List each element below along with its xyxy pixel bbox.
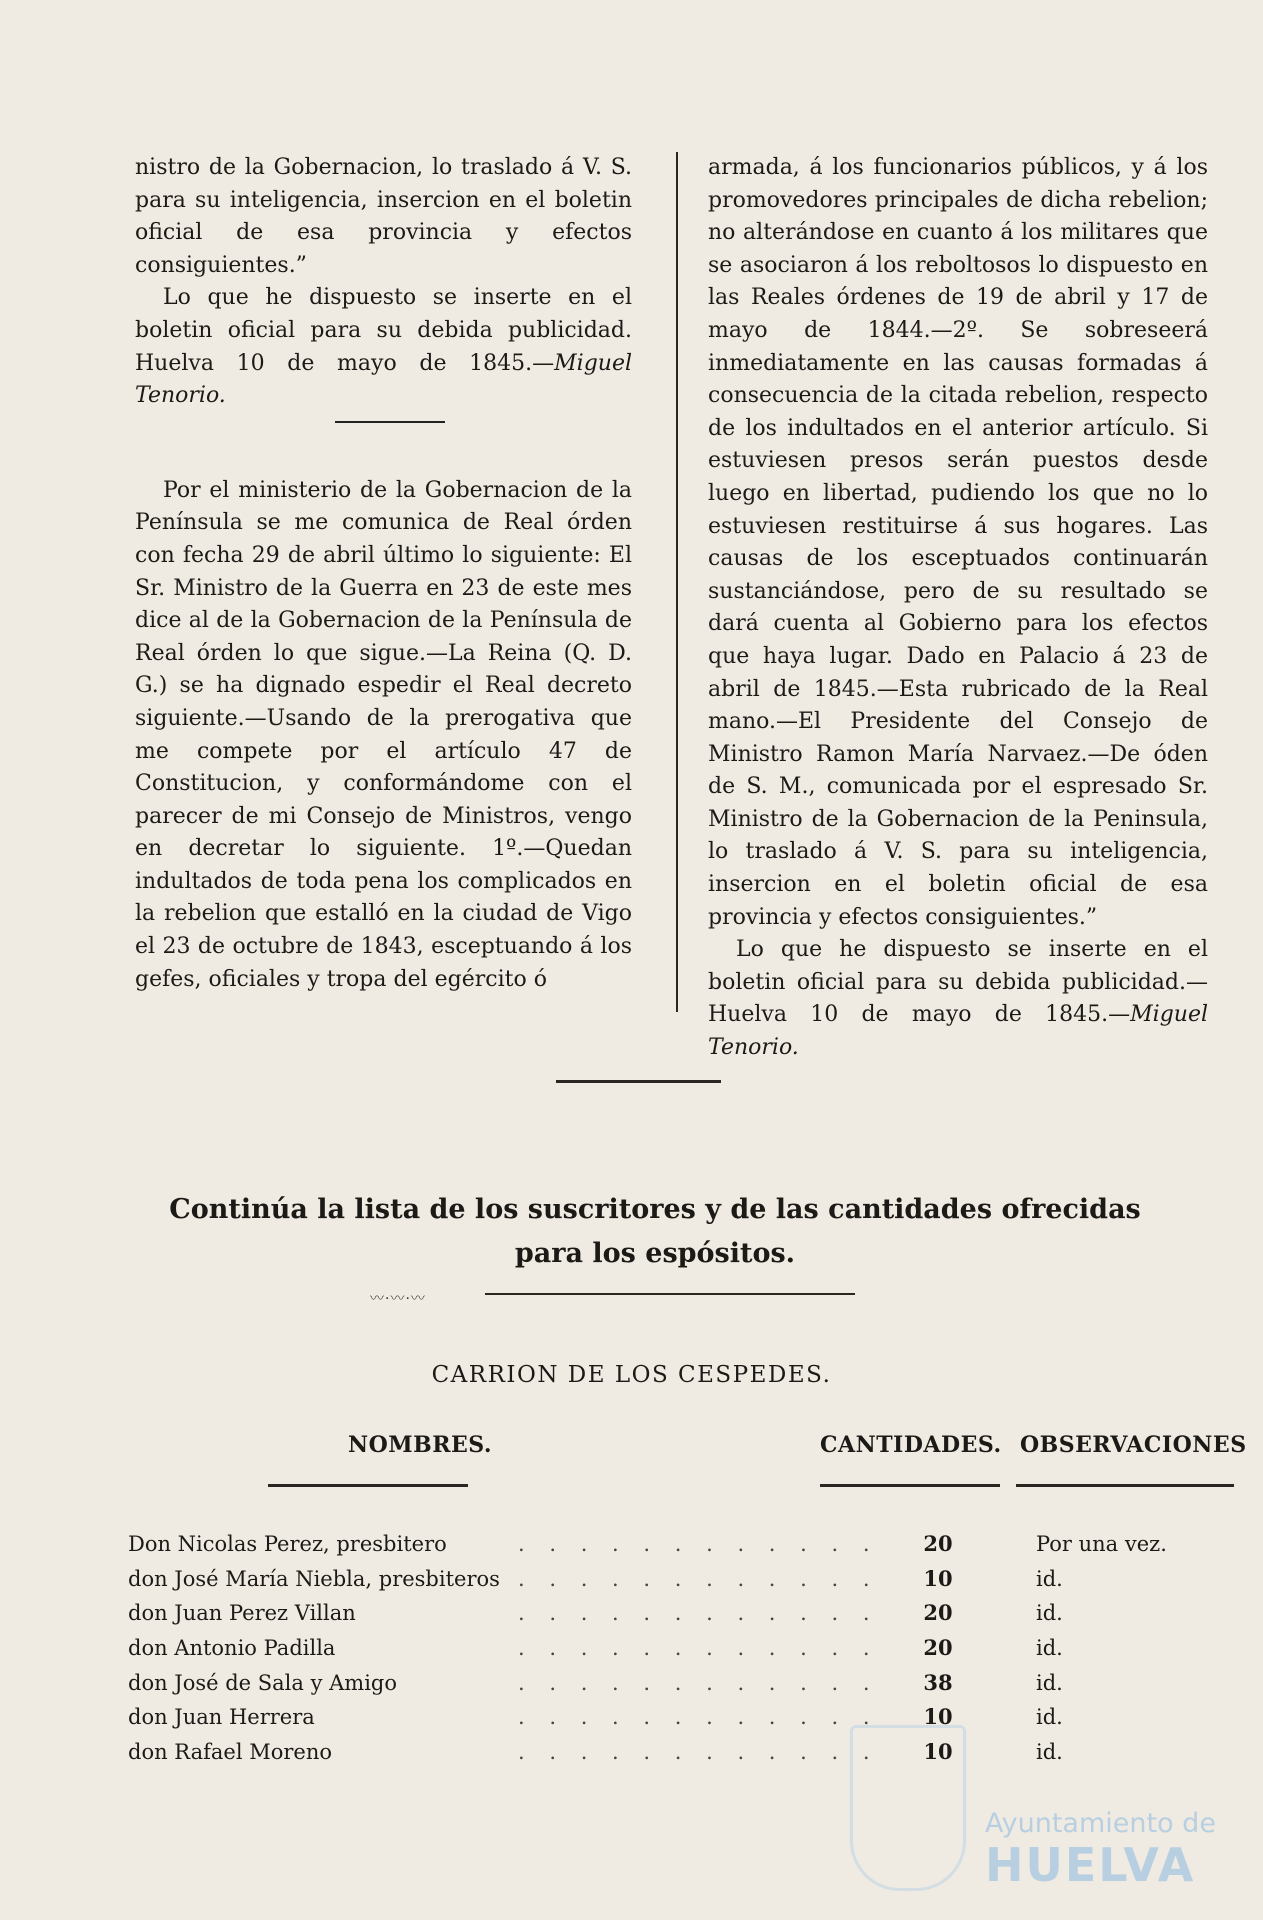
subscriber-observation: id.: [1036, 1705, 1063, 1730]
right-text-column: [708, 152, 1208, 1065]
subscriber-observation: id.: [1036, 1601, 1063, 1626]
subscriber-quantity: 20: [923, 1635, 953, 1661]
subscriber-name: don José María Niebla, presbiteros: [128, 1566, 500, 1591]
right-signature: Miguel Tenorio.: [708, 1002, 1208, 1061]
subscriber-observation: id.: [1036, 1670, 1063, 1695]
subscriber-observation: id.: [1036, 1740, 1063, 1765]
observations-header-rule: [1016, 1484, 1234, 1487]
subscriber-quantity: 20: [923, 1531, 953, 1556]
subscriber-quantity: 10: [923, 1739, 953, 1765]
leader-dots: . . . . . . . . . . . .: [518, 1740, 879, 1765]
right-paragraph-1: armada, á los funcionarios públicos, y á los promovedores principales de dicha rebelion; no alterándose en cuanto á los militares que se asociaron á los reboltosos lo dispuesto en las Reales órdenes de 19 de abril y 17 de mayo de 1844.—2º. Se sobreseerá inmediatamente en las causas formadas á consecuencia de la citada rebelion, respecto de los indultados en el anterior artículo. Si estuviesen presos serán puestos desde luego en libertad, pudiendo los que no lo estuviesen restituirse á sus hogares. Las causas de los esceptuados continuarán sustanciándose, pero de su resultado se dará cuenta al Gobierno para los efectos que haya lugar. Dado en Palacio á 23 de abril de 1845.—Esta rubricado de la Real mano.—El Presidente del Consejo de Ministro Ramon María Narvaez.—De óden de S. M., comunicada por el espresado Sr. Ministro de la Gobernacion de la Peninsula, lo traslado á V. S. para su inteligencia, insercion en el boletin oficial de esa provincia y efectos consiguientes.”: [708, 155, 1208, 930]
column-divider: [676, 152, 678, 1012]
column-header-quantities: CANTIDADES.: [820, 1432, 1002, 1458]
names-header-rule: [268, 1484, 468, 1487]
subscriber-observation: id.: [1036, 1566, 1063, 1591]
list-item: [128, 1700, 1238, 1735]
subscriber-name: don Rafael Moreno: [128, 1740, 332, 1765]
subscriber-quantity: 10: [923, 1704, 953, 1730]
right-paragraph-2-text: Lo que he dispuesto se inserte en el boletin oficial para su debida publicidad.—Huelva 10 de mayo de 1845.—: [708, 937, 1208, 1028]
leader-dots: . . . . . . . . . . . .: [518, 1670, 879, 1695]
right-paragraph-2: [708, 934, 1208, 1064]
town-heading: CARRION DE LOS CESPEDES.: [431, 1362, 832, 1388]
left-text-column: [135, 152, 632, 996]
subscribers-list: [128, 1527, 1238, 1770]
quantities-header-rule: [820, 1484, 1000, 1487]
watermark-line-2: HUELVA: [985, 1838, 1196, 1892]
section-separator-rule: [335, 421, 445, 423]
leader-dots: . . . . . . . . . . . .: [518, 1532, 879, 1556]
leader-dots: . . . . . . . . . . . .: [518, 1705, 879, 1730]
subscriber-quantity: 20: [923, 1600, 953, 1626]
list-item: [128, 1562, 1238, 1597]
coat-of-arms-icon: [850, 1725, 966, 1891]
subscriber-name: don Juan Herrera: [128, 1705, 315, 1730]
subscriber-quantity: 38: [923, 1669, 953, 1695]
list-item: [128, 1666, 1238, 1701]
column-header-observations: OBSERVACIONES: [1020, 1432, 1247, 1458]
list-heading: [130, 1188, 1180, 1276]
subscriber-observation: Por una vez.: [1036, 1532, 1167, 1556]
subscriber-quantity: 10: [923, 1565, 953, 1591]
subscriber-name: don José de Sala y Amigo: [128, 1670, 398, 1695]
subscriber-name: don Juan Perez Villan: [128, 1601, 356, 1626]
leader-dots: . . . . . . . . . . . .: [518, 1566, 879, 1591]
subscriber-observation: id.: [1036, 1636, 1063, 1661]
section-end-rule: [556, 1080, 721, 1083]
list-item: [128, 1735, 1238, 1770]
heading-underline-rule: [485, 1293, 855, 1295]
ornament-mark: 〰·〰·〰: [370, 1291, 426, 1307]
leader-dots: . . . . . . . . . . . .: [518, 1601, 879, 1626]
watermark-line-1: Ayuntamiento de: [985, 1808, 1216, 1839]
leader-dots: . . . . . . . . . . . .: [518, 1636, 879, 1661]
subscriber-name: Don Nicolas Perez, presbitero: [128, 1532, 447, 1556]
left-paragraph-2-text: Lo que he dispuesto se inserte en el boletin oficial para su debida publicidad. Huelva 10 de mayo de 1845.—: [135, 285, 632, 376]
left-paragraph-3: Por el ministerio de la Gobernacion de la Península se me comunica de Real órden con fecha 29 de abril último lo siguiente: El Sr. Ministro de la Guerra en 23 de este mes dice al de la Gobernacion de la Península de Real órden lo que sigue.—La Reina (Q. D. G.) se ha dignado espedir el Real decreto siguiente.—Usando de la prerogativa que me compete por el artículo 47 de Constitucion, y conformándome con el parecer de mi Consejo de Ministros, vengo en decretar lo siguiente. 1º.—Quedan indultados de toda pena los complicados en la rebelion que estalló en la ciudad de Vigo el 23 de octubre de 1843, esceptuando á los gefes, oficiales y tropa del egército ó: [135, 477, 632, 992]
column-header-names: NOMBRES.: [348, 1432, 493, 1458]
list-heading-line-2: para los espósitos.: [514, 1238, 796, 1269]
left-paragraph-2: [135, 282, 632, 412]
list-item: [128, 1631, 1238, 1666]
left-signature: Miguel Tenorio.: [135, 350, 632, 409]
subscriber-name: don Antonio Padilla: [128, 1636, 336, 1661]
list-heading-line-1: Continúa la lista de los suscritores y de las cantidades ofrecidas: [169, 1194, 1141, 1225]
left-paragraph-1: nistro de la Gobernacion, lo traslado á V. S. para su inteligencia, insercion en el boletin oficial de esa provincia y efectos consiguientes.”: [135, 155, 632, 278]
list-item: [128, 1596, 1238, 1631]
list-item: [128, 1527, 1238, 1562]
